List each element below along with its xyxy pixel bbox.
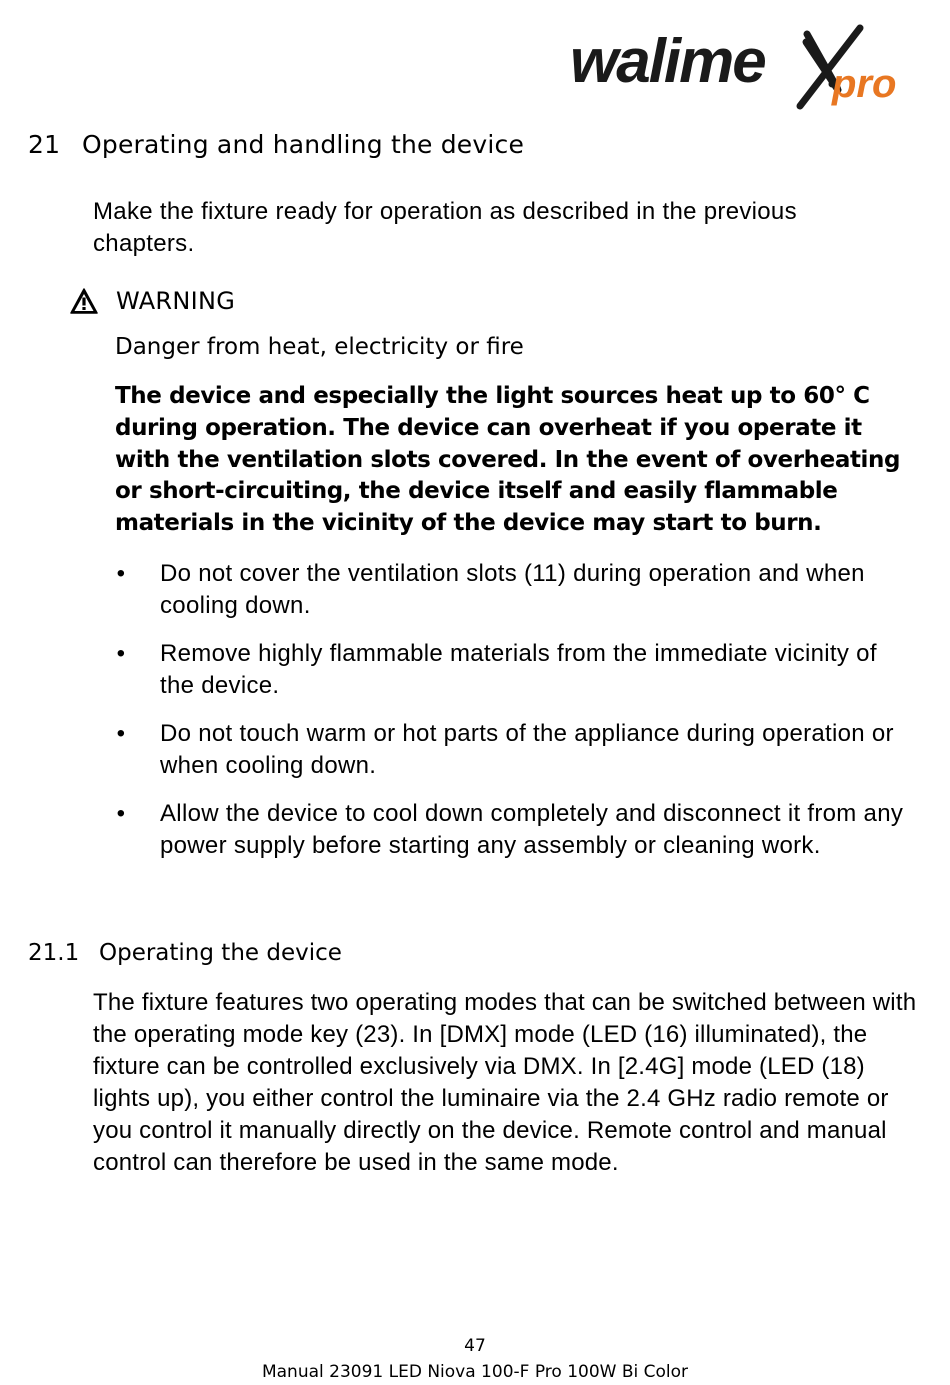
subsection-text: The fixture features two operating modes that can be switched between with the operating mode key (23). In [DMX] mode (LED (16) illuminated), the fixture can be controlled exclusively via DMX. In [2.4G] mode (LED (18) lights up), you either control the luminaire via the 2.4 GHz radio remote or you control it manually directly on the device. Remote control and manual control can therefore be used in the same mode. — [93, 989, 917, 1176]
page-number: 47 — [464, 1336, 486, 1356]
walimex-pro-logo — [570, 22, 925, 112]
warning-text: The device and especially the light sources heat up to 60° C during operation. The device can overheat if you operate it with the ventilation slots covered. In the event of overheating or short-circuiting, the device itself and easily flammable materials in the vicinity of the device may start to burn. — [115, 383, 901, 537]
manual-title: Manual 23091 LED Niova 100-F Pro 100W Bi Color — [261, 1362, 689, 1382]
bullet-text: Do not cover the ventilation slots (11) during operation and when cooling down. — [160, 560, 865, 619]
warning-subtitle: Danger from heat, electricity or fire — [115, 334, 524, 360]
section-intro: Make the fixture ready for operation as described in the previous chapters. — [93, 198, 797, 257]
section-number: 21 — [28, 130, 61, 159]
warning-bullet-list — [115, 558, 905, 878]
list-item: • Do not touch warm or hot parts of the appliance during operation or when cooling down. — [116, 720, 894, 779]
subsection-title: Operating the device — [99, 940, 342, 966]
warning-label: WARNING — [116, 287, 236, 315]
subsection-number: 21.1 — [28, 940, 80, 966]
section-heading — [28, 130, 524, 159]
warning-header — [70, 287, 235, 315]
list-item: • Do not cover the ventilation slots (11) during operation and when cooling down. — [116, 560, 865, 619]
list-item: • Allow the device to cool down completely and disconnect it from any power supply before starting any assembly or cleaning work. — [116, 800, 904, 859]
subsection-heading — [28, 940, 342, 966]
warning-triangle-icon — [70, 288, 98, 314]
svg-text:pro: pro — [832, 62, 897, 106]
bullet-text: Remove highly flammable materials from the immediate vicinity of the device. — [160, 640, 877, 699]
svg-text:walime: walime — [570, 27, 765, 96]
section-title: Operating and handling the device — [82, 130, 525, 159]
list-item: • Remove highly flammable materials from the immediate vicinity of the device. — [116, 640, 877, 699]
page-footer — [0, 1333, 950, 1385]
bullet-text: Do not touch warm or hot parts of the appliance during operation or when cooling down. — [160, 720, 894, 779]
bullet-text: Allow the device to cool down completely and disconnect it from any power supply before starting any assembly or cleaning work. — [160, 800, 904, 859]
